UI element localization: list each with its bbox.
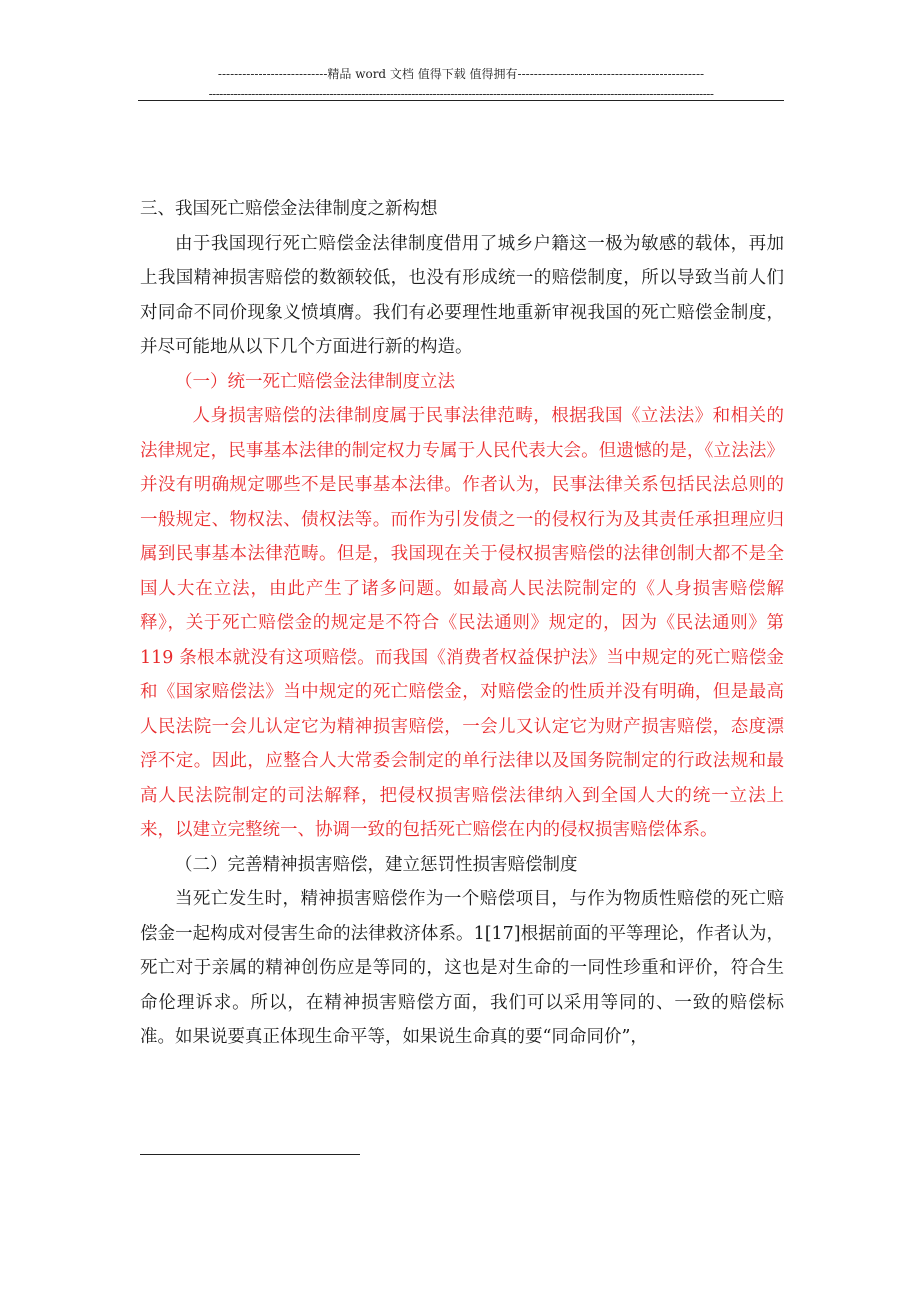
page-header	[138, 64, 784, 104]
header-line-1: ---------------------------精品 word 文档 值得下载 值得拥有----------------------------------------------	[217, 67, 705, 81]
section-title: 三、我国死亡赔偿金法律制度之新构想	[140, 199, 438, 219]
intro-paragraph: 由于我国现行死亡赔偿金法律制度借用了城乡户籍这一极为敏感的载体，再加上我国精神损害赔偿的数额较低，也没有形成统一的赔偿制度，所以导致当前人们对同命不同价现象义愤填膺。我们有必要理性地重新审视我国的死亡赔偿金制度，并尽可能地从以下几个方面进行新的构造。	[140, 233, 784, 357]
subsection-1-paragraph: 人身损害赔偿的法律制度属于民事法律范畴，根据我国《立法法》和相关的法律规定，民事基本法律的制定权力专属于人民代表大会。但遗憾的是，《立法法》并没有明确规定哪些不是民事基本法律。作者认为，民事法律关系包括民法总则的一般规定、物权法、债权法等。而作为引发债之一的侵权行为及其责任承担理应归属到民事基本法律范畴。但是，我国现在关于侵权损害赔偿的法律创制大都不是全国人大在立法，由此产生了诸多问题。如最高人民法院制定的《人身损害赔偿解释》，关于死亡赔偿金的规定是不符合《民法通则》规定的，因为《民法通则》第 119 条根本就没有这项赔偿。而我国《消费者权益保护法》当中规定的死亡赔偿金和《国家赔偿法》当中规定的死亡赔偿金，对赔偿金的性质并没有明确，但是最高人民法院一会儿认定它为精神损害赔偿，一会儿又认定它为财产损害赔偿，态度漂浮不定。因此，应整合人大常委会制定的单行法律以及国务院制定的行政法规和最高人民法院制定的司法解释，把侵权损害赔偿法律纳入到全国人大的统一立法上来，以建立完整统一、协调一致的包括死亡赔偿在内的侵权损害赔偿体系。	[140, 406, 784, 840]
footnote-divider	[140, 1154, 360, 1155]
document-body	[140, 192, 784, 1055]
subsection-1-title: （一）统一死亡赔偿金法律制度立法	[175, 371, 455, 392]
subsection-2-paragraph: 当死亡发生时，精神损害赔偿作为一个赔偿项目，与作为物质性赔偿的死亡赔偿金一起构成对侵害生命的法律救济体系。1[17]根据前面的平等理论，作者认为，死亡对于亲属的精神创伤应是等同的，这也是对生命的一同性珍重和评价，符合生命伦理诉求。所以，在精神损害赔偿方面，我们可以采用等同的、一致的赔偿标准。如果说要真正体现生命平等，如果说生命真的要“同命同价”，	[140, 889, 784, 1047]
subsection-2-title: （二）完善精神损害赔偿，建立惩罚性损害赔偿制度	[175, 854, 578, 875]
header-divider	[138, 100, 784, 101]
header-line-2: ----------------------------------------------------------------------------------------------------------------------------------------------	[208, 87, 714, 101]
